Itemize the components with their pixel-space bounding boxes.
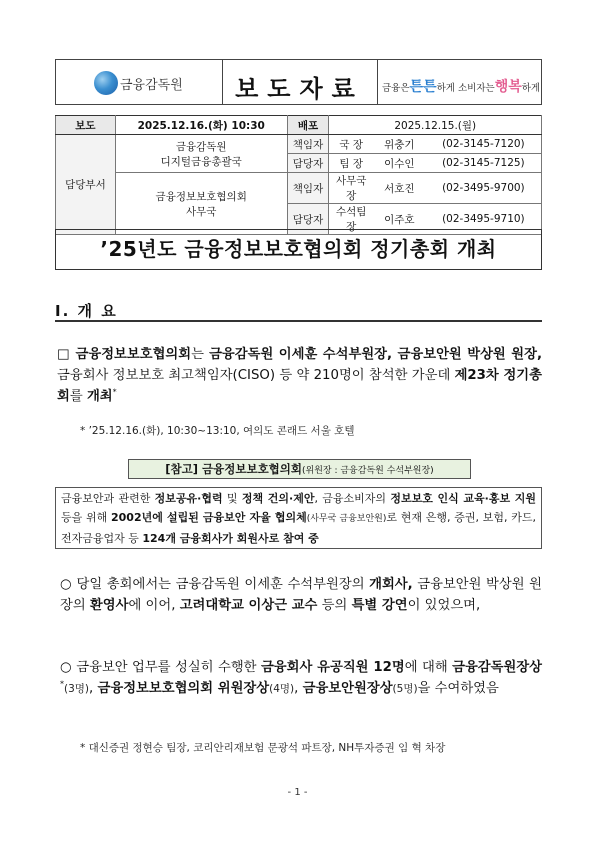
- paragraph-ceremony: ○ 당일 총회에서는 금융감독원 이세훈 수석부원장의 개회사, 금융보안원 박상원 원장의 환영사에 이어, 고려대학교 이상근 교수 등의 특별 강연이 있었으며,: [60, 577, 543, 613]
- logo-text: 금융감독원: [120, 78, 183, 93]
- dist-date: 2025.12.15.(월): [329, 116, 542, 135]
- contact-name: 위충기: [373, 135, 426, 154]
- press-header: [55, 59, 542, 105]
- contact-name: 이주호: [373, 204, 426, 235]
- report-label: 보도: [56, 116, 116, 135]
- section-heading: Ⅰ. 개 요: [55, 302, 118, 320]
- dept-org1: 금융감독원 디지털금융총괄국: [115, 135, 287, 173]
- reference-text: 금융보안과 관련한 정보공유·협력 및 정책 건의·제안, 금융소비자의 정보보호 인식 교육·홍보 지원 등을 위해 2002년에 설립된 금융보안 자율 협의체(사무국 금융보안원)로 현재 은행, 증권, 보험, 카드, 전자금융업자 등 124개 금융회사가 회원사로 참여 중: [61, 492, 536, 545]
- dist-label: 배포: [287, 116, 329, 135]
- dept-org2: 금융정보보호협의회 사무국: [115, 173, 287, 235]
- contact-role: 담당자: [287, 154, 329, 173]
- contact-name: 이수인: [373, 154, 426, 173]
- footnote-event: * ’25.12.16.(화), 10:30~13:10, 여의도 콘래드 서울 호텔: [80, 425, 355, 437]
- contact-role: 담당자: [287, 204, 329, 235]
- press-release-title: 보도자료: [235, 75, 364, 103]
- dept-label: 담당부서: [56, 135, 116, 235]
- document-title: ’25년도 금융정보보호협의회 정기총회 개최: [55, 229, 542, 270]
- contact-phone: (02-3495-9700): [426, 173, 542, 204]
- contact-phone: (02-3145-7120): [426, 135, 542, 154]
- contact-title: 팀 장: [329, 154, 373, 173]
- slogan: 금융은튼튼하게 소비자는행복하게: [382, 79, 541, 95]
- header-divider: [377, 60, 378, 104]
- contact-role: 책임자: [287, 135, 329, 154]
- fss-logo-icon: [94, 71, 118, 95]
- contact-title: 국 장: [329, 135, 373, 154]
- paragraph-overview: □ 금융정보보호협의회는 금융감독원 이세훈 수석부원장, 금융보안원 박상원 원장, 금융회사 정보보호 최고책임자(CISO) 등 약 210명이 참석한 가운데 제23차 정기총회를 개최*: [57, 347, 542, 404]
- contact-role: 책임자: [287, 173, 329, 204]
- contact-phone: (02-3145-7125): [426, 154, 542, 173]
- contact-title: 수석팀장: [329, 204, 373, 235]
- reference-tab: [참고] 금융정보보호협의회(위원장 : 금융감독원 수석부원장): [128, 459, 471, 479]
- info-table: [55, 115, 542, 235]
- footnote-awardees: * 대신증권 정현승 팀장, 코리안리재보험 문광석 파트장, NH투자증권 임 혁 차장: [80, 742, 446, 754]
- contact-title: 사무국장: [329, 173, 373, 204]
- contact-name: 서호진: [373, 173, 426, 204]
- report-date: 2025.12.16.(화) 10:30: [115, 116, 287, 135]
- page-number: - 1 -: [287, 787, 308, 798]
- contact-phone: (02-3495-9710): [426, 204, 542, 235]
- section-divider: [55, 320, 542, 322]
- paragraph-awards: ○ 금융보안 업무를 성실히 수행한 금융회사 유공직원 12명에 대해 금융감독원장상*(3명), 금융정보보호협의회 위원장상(4명), 금융보안원장상(5명)을 수여하였음: [60, 660, 543, 696]
